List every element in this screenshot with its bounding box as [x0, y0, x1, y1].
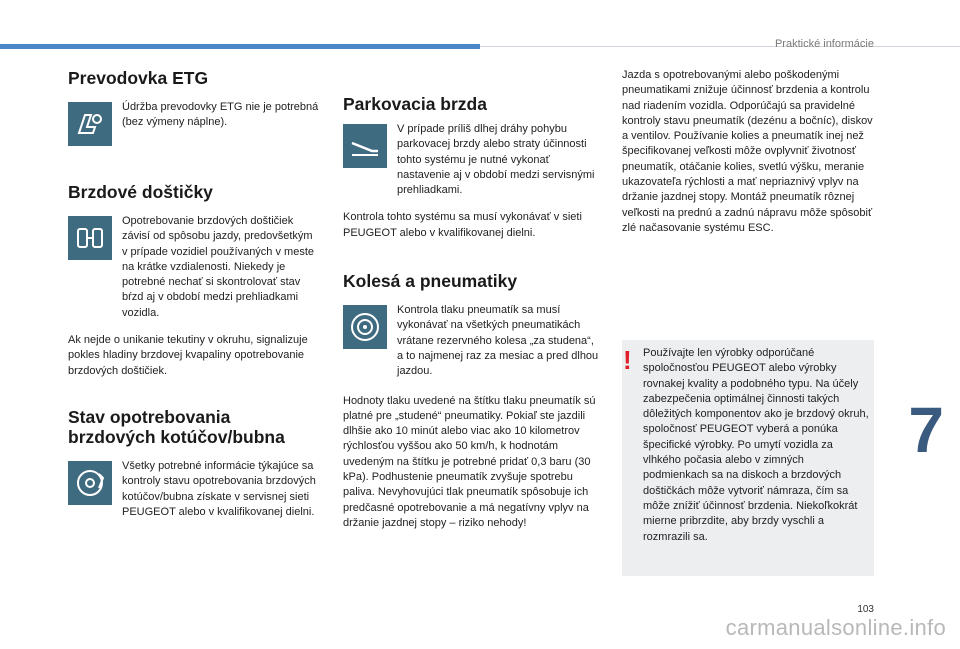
warning-icon: ! [623, 345, 632, 375]
heading-brake-discs-1: Stav opotrebovania [68, 406, 231, 427]
brake-disc-icon [68, 461, 112, 505]
warning-content [643, 346, 869, 545]
gear-shifter-icon [68, 102, 112, 146]
column-middle [343, 94, 601, 531]
watermark: carmanualsonline.info [725, 615, 946, 640]
heading-brake-pads: Brzdové doštičky [68, 182, 213, 202]
heading-parking-brake: Parkovacia brzda [343, 94, 487, 114]
brake-fluid-text: Ak nejde o unikanie tekutiny v okruhu, signalizuje pokles hladiny brzdovej kvapaliny opotrebovanie brzdových doštičiek. [68, 334, 308, 377]
heading-etg: Prevodovka ETG [68, 68, 209, 88]
tyre-safety-text: Jazda s opotrebovanými alebo poškodenými pneumatikami znižuje účinnosť brzdenia a kontrolu nad riadením vozidla. Odporúčajú sa pravidelné kontroly stavu pneumatík (dezénu a bočníc), diskov a ventilov. Používanie kolies a pneumatík inej než špecifikovanej veľkosti môže ovplyvniť životnosť pneumatík, otáčanie kolies, svetlú výšku, meranie ukazovateľa rýchlosti a mať nepriaznivý vplyv na držanie jazdnej stopy. Montáž pneumatík rôznej veľkosti na prednú a zadnú nápravu môže spôsobiť zlé načasovanie systému ESC. [622, 69, 873, 234]
wheels-block [343, 303, 601, 379]
parking-brake-block [343, 122, 601, 198]
parking-brake-text: V prípade príliš dlhej dráhy pohybu parkovacej brzdy alebo straty účinnosti tohto systému je nutné vykonať nastavenie aj v období medzi servisnými prehliadkami. [397, 123, 595, 197]
brake-discs-text: Všetky potrebné informácie týkajúce sa kontroly stavu opotrebovania brzdových kotúčov/bubna získate v servisnej sieti PEUGEOT alebo v kvalifikovanej dielni. [122, 459, 316, 518]
tyre-icon [343, 305, 387, 349]
chapter-number: 7 [908, 394, 944, 466]
brake-pad-icon [68, 216, 112, 260]
brake-pads-block [68, 214, 320, 321]
etg-block [68, 100, 320, 146]
wheels-text: Kontrola tlaku pneumatík sa musí vykonávať na všetkých pneumatikách vrátane rezervného kolesa „za studena“, a to najmenej raz za mesiac a pred dlhou jazdou. [397, 304, 599, 378]
column-left [68, 68, 320, 520]
section-title: Praktické informácie [774, 38, 874, 50]
brake-discs-block [68, 459, 320, 520]
parking-brake-lever-icon [343, 124, 387, 168]
column-right [622, 68, 874, 236]
etg-text: Údržba prevodovky ETG nie je potrebná (bez výmeny náplne). [122, 101, 319, 129]
heading-wheels: Kolesá a pneumatiky [343, 271, 518, 292]
wheels-extra: Hodnoty tlaku uvedené na štítku tlaku pneumatík sú platné pre „studené“ pneumatiky. Pokiaľ ste jazdili dlhšie ako 10 minút alebo viac ako 10 kilometrov rýchlosťou vyššou ako 50 km/h, k hodnotám uvedeným na štítku je potrebné pridať 0,3 baru (30 kPa). Podhustenie pneumatík zvyšuje spotrebu paliva. Nevyhovujúci tlak pneumatík spôsobuje ich predčasné opotrebovanie a má negatívny vplyv na držanie jazdnej stopy – riziko nehody! [343, 394, 596, 529]
top-divider [480, 46, 960, 47]
parking-brake-extra: Kontrola tohto systému sa musí vykonávať v sieti PEUGEOT alebo v kvalifikovanej dielni. [343, 211, 582, 239]
top-accent-bar [0, 44, 480, 49]
page-number: 103 [857, 604, 874, 615]
heading-brake-discs-2: brzdových kotúčov/bubna [68, 426, 285, 447]
brake-pads-text: Opotrebovanie brzdových doštičiek závisí od spôsobu jazdy, predovšetkým v prípade vozidiel používaných v meste na krátke vzdialenosti. Niekedy je potrebné nechať si skontrolovať stav bŕzd aj v období medzi prehliadkami vozidla. [122, 215, 314, 319]
warning-text: Používajte len výrobky odporúčané spoločnosťou PEUGEOT alebo výrobky rovnakej kvality a podobného typu. Na účely zabezpečenia optimálnej činnosti takých dôležitých komponentov ako je brzdový okruh, spoločnosť PEUGEOT vyberá a ponúka špecifické výrobky. Po umytí vozidla za vlhkého počasia alebo v zimných podmienkach sa na diskoch a brzdových doštičkách môže vytvoriť námraza, čím sa môže znížiť účinnosť brzdenia. Niekoľkokrát mierne pribrzdite, aby brzdy vyschli a rozmrazili sa. [643, 347, 869, 543]
